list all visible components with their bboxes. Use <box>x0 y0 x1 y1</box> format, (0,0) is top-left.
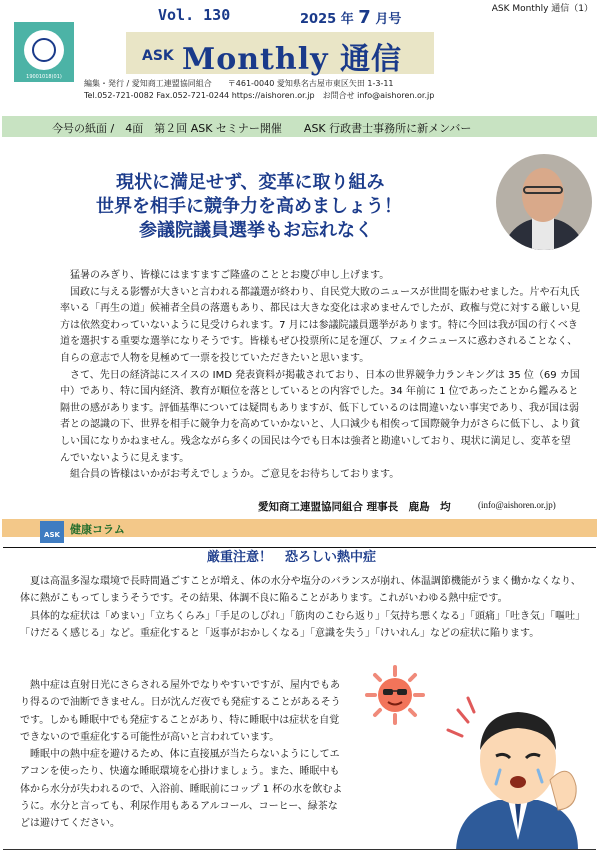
health-body-wide <box>20 573 584 642</box>
glasses-icon <box>523 186 563 194</box>
masthead-title: Monthly 通信 <box>182 42 402 77</box>
health-paragraph: 夏は高温多湿な環境で長時間過ごすことが増え、体の水分や塩分のバランスが崩れ、体温調節機能がうまく働かなくなり、体に熱がこもってしまうそうです。その結果、体調不良に陥ることがあります。これがいわゆる熱中症です。 <box>20 576 581 605</box>
publisher-contact: Tel.052-721-0082 Fax.052-721-0244 https://aishoren.or.jp お問合せ info@aishoren.or.jp <box>84 91 435 100</box>
ask-badge-icon: ASK <box>40 521 64 543</box>
health-column-label: 健康コラム <box>70 523 125 536</box>
page-label: ASK Monthly 通信（1） <box>491 4 593 14</box>
editorial-paragraph: 猛暑のみぎり、皆様にはますますご隆盛のこととお慶び申し上げます。 <box>70 270 390 281</box>
issue-suffix: 月号 <box>375 12 402 27</box>
photo-shirt <box>532 218 554 250</box>
editorial-headline-line: 世界を相手に競争力を高めましょう！ <box>96 196 402 217</box>
volume-number: Vol. 130 <box>158 6 231 24</box>
contents-text: 今号の紙面 / 4面 第２回 ASK セミナー開催 ASK 行政書士事務所に新メンバー <box>52 122 472 135</box>
editorial-email: (info@aishoren.or.jp) <box>478 500 556 510</box>
editorial-paragraph: 組合員の皆様はいかがお考えでしょうか。ご意見をお待ちしております。 <box>70 469 400 481</box>
privacy-mark-logo <box>14 22 74 82</box>
sun-icon <box>365 665 425 725</box>
editorial-paragraph: さて、先日の経済誌にスイスの IMD 発表資料が掲載されており、日本の世界競争力ランキングは 35 位（69 カ国中）であり、特に国内経済、教育が順位を落としているとの内容でした。34 年前に 1 位であったことから鑑みると隔世の感があります。評価基準については疑問もありますが、低下しているのは間違いない事実であり、我が国は弱者との認識の下、世界を相手に競争力を高めていかないと、人口減少も相俟って国際競争力がさらに低下し、より貧しい国になりかねません。残念ながら多くの国民は今でも日本は強者と勘違いしており、現状に満足し、変革を望んでいないように見えます。 <box>60 369 580 464</box>
issue-month: 7 <box>358 7 371 28</box>
editorial-headline-line: 参議院議員選挙もお忘れなく <box>139 220 373 241</box>
issue-date <box>300 7 401 28</box>
health-body-narrow <box>20 677 345 833</box>
issue-year: 2025 年 <box>300 12 354 27</box>
privacy-mark-icon <box>24 30 64 70</box>
health-paragraph: 睡眠中の熱中症を避けるため、体に直接風が当たらないようにしてエアコンを使ったり、快適な睡眠環境を心掛けましょう。また、睡眠中も体から水分が失われるので、入浴前、睡眠前にコップ 1 杯の水を飲むように。水分と言っても、利尿作用もあるアルコール、コーヒー、緑茶などは避けてください。 <box>20 749 343 830</box>
editorial-paragraph: 国政に与える影響が大きいと言われる都議選が終わり、自民党大敗のニュースが世間を賑わせました。片や石丸氏率いる「再生の道」候補者全員の落選もあり、都民は大きな変化は求めませんでしたが、政権与党に対する厳しい見方は依然変わっていないように見受けられます。7 月には参議院議員選挙があります。特に今回は我が国の行くべき道を選択する重要な選挙になりそうです。皆様もぜひ投票所に足を運び、フェイクニュースに惑わされることなく、自らの意志で人物を見極めて一票を投じていただきたいと思います。 <box>60 286 580 364</box>
chairman-photo <box>496 154 592 250</box>
health-paragraph: 熱中症は直射日光にさらされる屋外でなりやすいですが、屋内でもあり得るので油断できません。日が沈んだ夜でも発症することがあるそうです。しかも睡眠中でも発症することがあり、特に睡眠中は症状を自覚できないので重症化する可能性が高いと言われています。 <box>20 680 341 743</box>
logo-number: 19001018(01) <box>26 74 62 80</box>
health-title: 厳重注意！ 恐ろしい熱中症 <box>207 550 377 565</box>
editorial-headline-line: 現状に満足せず、変革に取り組み <box>116 172 385 193</box>
editorial-body <box>60 268 580 484</box>
health-paragraph: 具体的な症状は「めまい」「立ちくらみ」「手足のしびれ」「筋肉のこむら返り」「気持ち悪くなる」「頭痛」「吐き気」「嘔吐」「けだるく感じる」など。重症化すると「返事がおかしくなる」「意識を失う」「けいれん」などの症状に陥ります。 <box>20 610 580 639</box>
divider <box>3 849 596 850</box>
heatstroke-man-icon <box>438 690 586 850</box>
masthead-prefix: ASK <box>142 48 174 64</box>
editorial-signature: 愛知商工連盟協同組合 理事長 鹿島 均 <box>258 501 451 513</box>
publisher-address: 編集・発行 / 愛知商工連盟協同組合 〒461-0040 愛知県名古屋市東区矢田 1-3-11 <box>84 79 394 88</box>
photo-face <box>522 168 564 222</box>
